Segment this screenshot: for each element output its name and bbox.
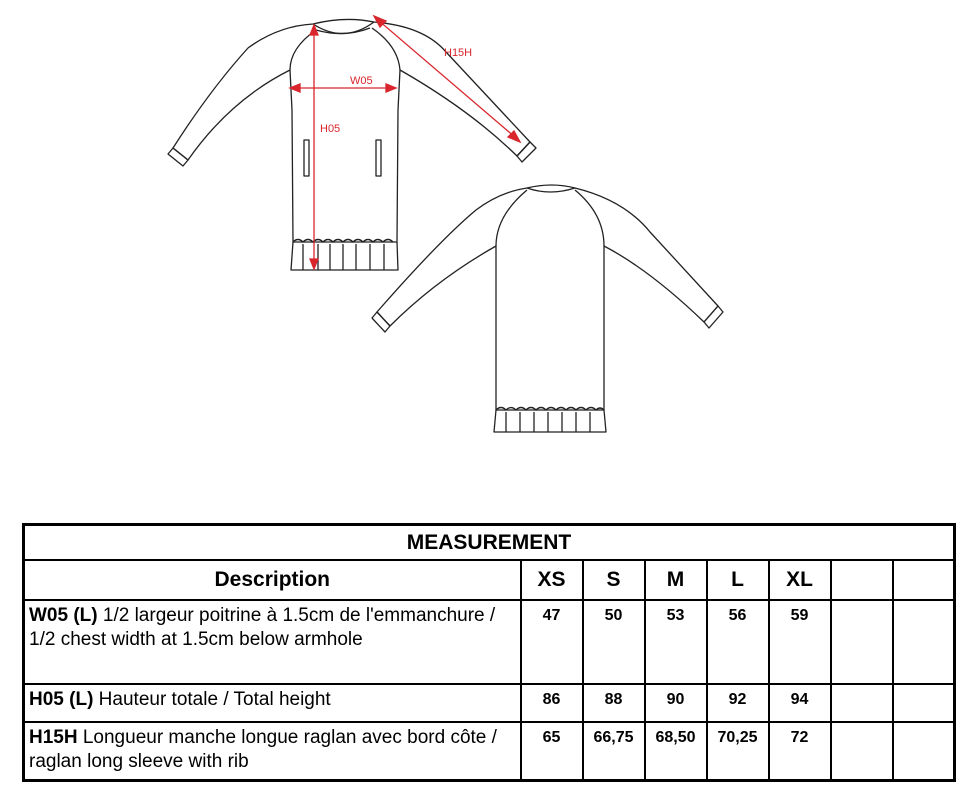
row-description [24, 722, 521, 780]
row-text: Longueur manche longue raglan avec bord côte / raglan long sleeve with rib [29, 727, 497, 772]
row-value [893, 684, 955, 722]
row-value: 86 [521, 684, 583, 722]
size-header: XS [521, 560, 583, 600]
measurement-table [22, 523, 956, 782]
measurement-markers [290, 16, 520, 269]
size-header [893, 560, 955, 600]
table-row [24, 684, 955, 722]
front-garment-view [168, 19, 536, 270]
row-value: 50 [583, 600, 645, 684]
back-left-cuff [372, 312, 390, 332]
row-description [24, 684, 521, 722]
row-value: 56 [707, 600, 769, 684]
front-raglan-seam-right [372, 28, 400, 70]
row-value: 88 [583, 684, 645, 722]
h05-label: H05 [320, 123, 341, 135]
back-right-cuff [704, 306, 723, 328]
table-row [24, 600, 955, 684]
back-raglan-seam-right [575, 190, 604, 246]
table-title: MEASUREMENT [24, 525, 955, 561]
h15h-label: H15H [444, 47, 473, 59]
row-text: Hauteur totale / Total height [93, 689, 331, 710]
h15h-measure-line [378, 20, 516, 138]
front-left-pocket [304, 140, 309, 176]
front-hem-band [291, 242, 398, 270]
front-right-cuff [517, 142, 536, 162]
row-value: 65 [521, 722, 583, 780]
row-code: H15H [29, 727, 78, 748]
w05-arrow-end [386, 84, 396, 92]
back-hem-gathers [506, 412, 590, 432]
size-header: L [707, 560, 769, 600]
row-value [831, 722, 893, 780]
back-garment-view [372, 185, 723, 432]
row-value [893, 722, 955, 780]
row-value: 92 [707, 684, 769, 722]
row-value: 53 [645, 600, 707, 684]
row-value [893, 600, 955, 684]
back-body-outline [377, 185, 718, 410]
description-header: Description [24, 560, 521, 600]
row-code: W05 (L) [29, 605, 98, 626]
row-value: 47 [521, 600, 583, 684]
row-value: 70,25 [707, 722, 769, 780]
front-body-outline [173, 19, 530, 242]
table-header-row [24, 560, 955, 600]
back-hem-band [494, 410, 606, 432]
row-value: 72 [769, 722, 831, 780]
h05-arrow-end [310, 259, 318, 269]
front-left-cuff [168, 148, 188, 166]
row-text: 1/2 largeur poitrine à 1.5cm de l'emmanchure / 1/2 chest width at 1.5cm below armhole [29, 605, 496, 650]
w05-label: W05 [350, 75, 373, 87]
table-row [24, 722, 955, 780]
row-value: 66,75 [583, 722, 645, 780]
row-value [831, 684, 893, 722]
row-code: H05 (L) [29, 689, 94, 710]
row-value: 59 [769, 600, 831, 684]
back-raglan-seam-left [496, 190, 527, 246]
row-value: 68,50 [645, 722, 707, 780]
row-value: 94 [769, 684, 831, 722]
size-header: XL [769, 560, 831, 600]
row-value: 90 [645, 684, 707, 722]
size-header: M [645, 560, 707, 600]
size-header [831, 560, 893, 600]
back-neckline [527, 188, 575, 192]
front-raglan-seam-left [290, 30, 316, 70]
front-right-pocket [376, 140, 381, 176]
row-value [831, 600, 893, 684]
size-header: S [583, 560, 645, 600]
row-description [24, 600, 521, 684]
